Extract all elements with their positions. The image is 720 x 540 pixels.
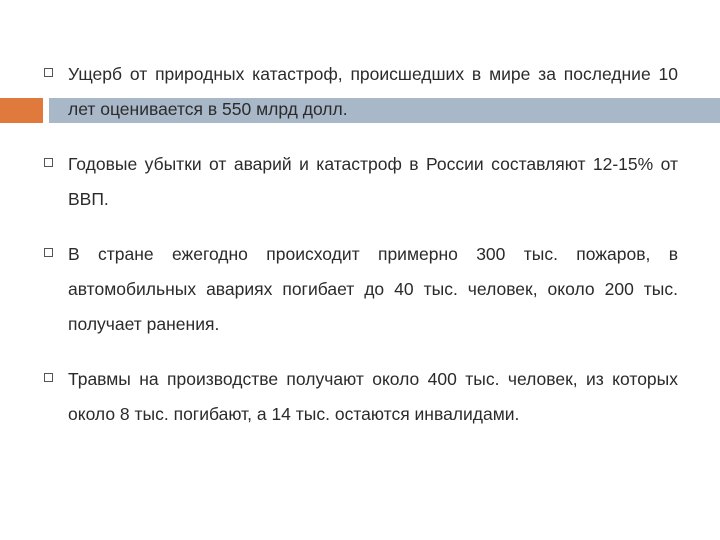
- bullet-text: Травмы на производстве получают около 400 тыс. человек, из которых около 8 тыс. погибают, а 14 тыс. остаются инвалидами.: [68, 369, 678, 424]
- bullet-text: В стране ежегодно происходит примерно 300 тыс. пожаров, в автомобильных авариях погибает до 40 тыс. человек, около 200 тыс. получает ранения.: [68, 244, 678, 334]
- accent-bar-orange: [0, 98, 43, 123]
- square-bullet-icon: [44, 248, 53, 257]
- bullet-item: [42, 237, 678, 342]
- bullet-item: [42, 57, 678, 127]
- bullet-text: Годовые убытки от аварий и катастроф в России составляют 12-15% от ВВП.: [68, 154, 678, 209]
- bullet-text: Ущерб от природных катастроф, происшедших в мире за последние 10 лет оценивается в 550 млрд долл.: [68, 64, 678, 119]
- square-bullet-icon: [44, 158, 53, 167]
- square-bullet-icon: [44, 373, 53, 382]
- bullet-item: [42, 147, 678, 217]
- square-bullet-icon: [44, 68, 53, 77]
- bullet-item: [42, 362, 678, 432]
- bullet-list: [42, 57, 678, 452]
